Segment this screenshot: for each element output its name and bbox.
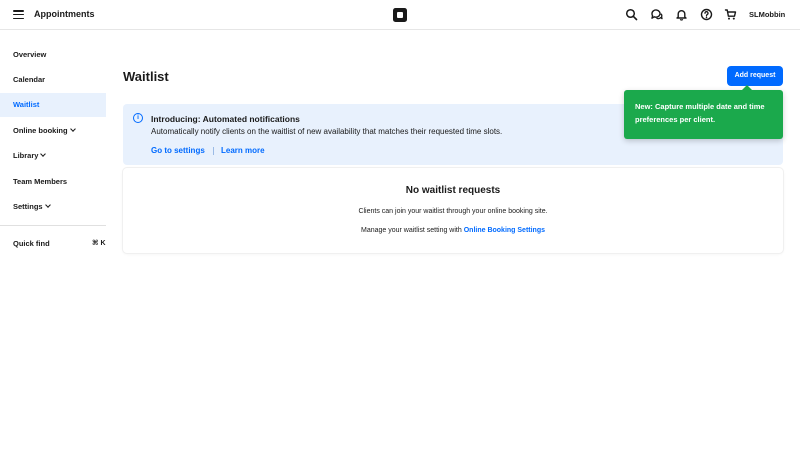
sidebar-item-label: Library — [13, 151, 39, 160]
sidebar-item-label: Overview — [13, 50, 47, 59]
sidebar-item-label: Calendar — [13, 75, 46, 84]
page-title: Waitlist — [123, 69, 169, 84]
banner-title: Introducing: Automated notifications — [151, 114, 300, 124]
menu-icon[interactable] — [13, 10, 24, 19]
empty-state-card — [123, 168, 783, 253]
feature-tooltip[interactable]: New: Capture multiple date and time preferences per client. — [624, 90, 783, 139]
empty-state-title: No waitlist requests — [405, 185, 501, 196]
sidebar-item-overview[interactable] — [0, 43, 106, 67]
empty-state-settings-line — [123, 227, 783, 234]
chevron-down-icon — [45, 202, 51, 208]
sidebar-divider — [0, 225, 106, 226]
quick-find-button[interactable]: Quick find — [13, 239, 50, 248]
cart-icon[interactable] — [724, 8, 737, 21]
square-logo-icon[interactable] — [393, 8, 407, 22]
account-username[interactable]: SLMobbin — [749, 10, 786, 19]
sidebar-item-label: Settings — [13, 202, 43, 211]
app-title: Appointments — [34, 9, 95, 19]
sidebar-item-label: Waitlist — [13, 100, 40, 109]
search-icon[interactable] — [625, 8, 638, 21]
bell-icon[interactable] — [675, 8, 688, 21]
chevron-down-icon — [70, 126, 76, 132]
sidebar-item-team-members[interactable] — [0, 170, 106, 194]
sidebar-item-calendar[interactable] — [0, 68, 106, 92]
messages-icon[interactable] — [650, 8, 663, 21]
chevron-down-icon — [41, 151, 47, 157]
sidebar-item-settings[interactable] — [0, 195, 106, 219]
top-bar — [0, 0, 800, 30]
sidebar-item-library[interactable] — [0, 144, 106, 168]
info-icon: i — [133, 113, 143, 123]
sidebar — [0, 30, 106, 450]
online-booking-settings-link[interactable]: Online Booking Settings — [463, 227, 545, 234]
help-icon[interactable] — [700, 8, 713, 21]
link-separator — [213, 147, 214, 155]
empty-state-settings-text: Manage your waitlist setting with — [360, 227, 462, 234]
banner-text: Automatically notify clients on the waitlist of new availability that matches their requested time slots. — [151, 127, 503, 136]
add-request-button[interactable]: Add request — [727, 66, 783, 86]
quick-find-shortcut: ⌘ K — [92, 240, 106, 247]
sidebar-item-label: Online booking — [13, 126, 68, 135]
go-to-settings-link[interactable]: Go to settings — [151, 146, 205, 155]
sidebar-item-label: Team Members — [13, 177, 68, 186]
sidebar-item-online-booking[interactable] — [0, 119, 106, 143]
empty-state-description: Clients can join your waitlist through your online booking site. — [358, 208, 548, 215]
learn-more-link[interactable]: Learn more — [221, 146, 265, 155]
sidebar-item-waitlist[interactable] — [0, 93, 106, 117]
